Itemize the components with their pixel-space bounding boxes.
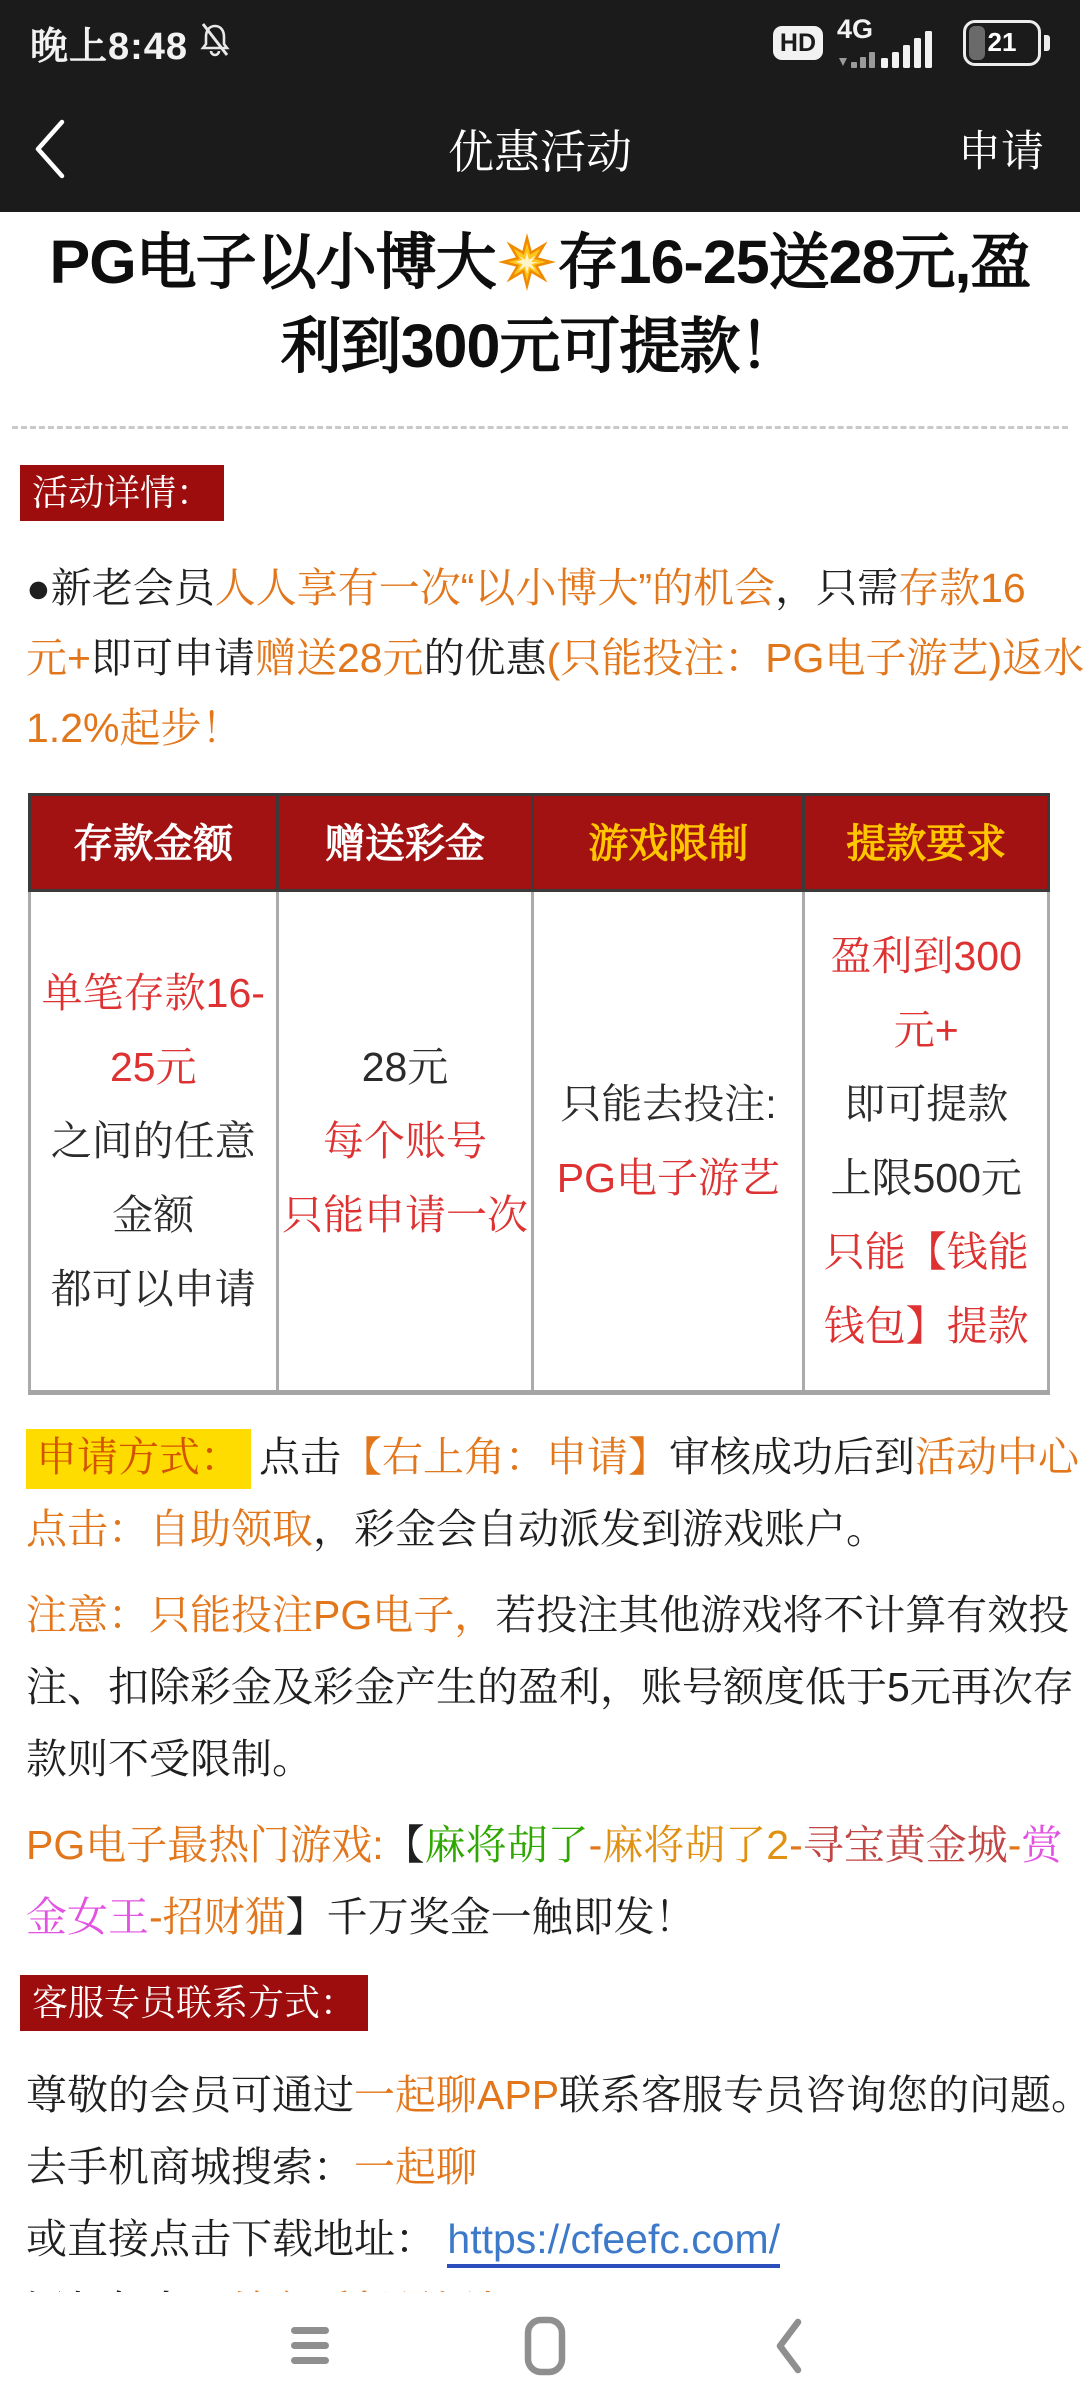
table-header-cell: 游戏限制 — [533, 795, 804, 891]
text-segment: 】千万奖金一触即发！ — [285, 1894, 696, 1940]
text-segment: 一起聊APP — [354, 2072, 560, 2118]
text-segment: 尊敬的会员可通过 — [26, 2072, 354, 2118]
text-segment: - — [588, 1822, 603, 1868]
text-segment: - — [1007, 1822, 1022, 1868]
text-segment: ，彩金会自动派发到游戏账户。 — [313, 1506, 887, 1552]
table-cell-line: 只能申请一次 — [281, 1192, 528, 1238]
table-cell-line: 元+ — [893, 1007, 959, 1053]
signal-bars-icon — [837, 14, 949, 72]
table-cell-line: 之间的任意 — [50, 1118, 256, 1164]
text-segment: 点击 — [259, 1434, 341, 1480]
text-segment: 注、扣除彩金及彩金产生的盈利，账号额度低于5元再次存 — [26, 1664, 1074, 1710]
table-header-cell: 提款要求 — [804, 795, 1049, 891]
text-segment: 存款16 — [898, 565, 1026, 611]
table-cell-line: 25元 — [110, 1044, 197, 1090]
network-type-label: 4G — [837, 13, 874, 44]
text-line — [26, 1493, 1054, 1565]
text-segment: 招财猫 — [162, 1894, 286, 1940]
table-cell-line: 28元 — [361, 1044, 449, 1090]
text-segment: 【 — [383, 1822, 425, 1868]
table-cell — [533, 891, 804, 1393]
table-cell-line: 都可以申请 — [50, 1266, 256, 1312]
table-cell-line: 只能【钱能 — [823, 1229, 1029, 1275]
text-segment: 【右上角：申请】 — [341, 1434, 669, 1480]
table-row — [30, 891, 1049, 1393]
table-cell — [804, 891, 1049, 1393]
battery-icon — [963, 20, 1050, 66]
promo-table — [28, 793, 1050, 1395]
text-segment: 活动中心 — [915, 1434, 1079, 1480]
promo-title-line: PG电子以小博大 存16-25送28元,盈 — [50, 228, 1031, 296]
text-line — [26, 1809, 1063, 1881]
table-cell-line: PG电子游艺 — [556, 1155, 781, 1201]
text-segment: 一起聊 — [354, 2144, 477, 2190]
back-icon — [772, 2317, 804, 2375]
menu-icon — [290, 2323, 330, 2369]
text-segment: ●新老会员 — [26, 565, 215, 611]
bottom-nav-bar — [0, 2292, 1080, 2400]
battery-percent-label: 21 — [987, 27, 1017, 57]
hd-badge: HD — [773, 26, 823, 60]
text-segment: (只能投注：PG电子游艺)返水 — [546, 635, 1085, 681]
text-segment: 元+ — [26, 635, 91, 681]
text-line — [26, 553, 1054, 623]
back-nav-button[interactable] — [748, 2292, 828, 2400]
dashed-divider — [12, 426, 1068, 429]
table-header-cell: 存款金额 — [30, 795, 278, 891]
text-segment: 款则不受限制。 — [26, 1736, 313, 1782]
table-cell-line: 只能去投注: — [560, 1081, 777, 1127]
text-line — [26, 693, 1054, 763]
apply-method-paragraph — [26, 1421, 1079, 1565]
text-segment: 注意：只能投注PG电子， — [26, 1592, 496, 1638]
nav-bar — [0, 85, 1080, 212]
table-cell — [277, 891, 533, 1393]
text-segment: 若投注其他游戏将不计算有效投 — [495, 1592, 1070, 1638]
notice-paragraph — [26, 1579, 1074, 1795]
text-line — [26, 623, 1085, 693]
status-bar — [0, 0, 1080, 85]
table-cell — [30, 891, 278, 1393]
customer-service-badge: 客服专员联系方式： — [20, 1975, 368, 2031]
text-segment: 审核成功后到 — [669, 1434, 915, 1480]
table-cell-line: 钱包】提款 — [823, 1303, 1029, 1349]
text-segment: 麻将胡了2 — [602, 1822, 790, 1868]
text-segment: 联系客服专员咨询您的问题。 — [559, 2072, 1092, 2118]
download-link[interactable]: https://cfeefc.com/ — [447, 2216, 780, 2268]
text-line — [26, 1881, 1054, 1953]
text-segment: 人人享有一次“以小博大”的机会 — [214, 565, 776, 611]
table-cell-line: 上限500元 — [830, 1155, 1022, 1201]
text-segment: 麻将胡了 — [424, 1822, 589, 1868]
contact-line — [26, 2203, 1054, 2275]
text-segment: ，只需 — [775, 565, 899, 611]
text-segment: 1.2%起步！ — [26, 705, 243, 751]
promo-title-line: 利到300元可提款！ — [280, 312, 800, 380]
page-title: 优惠活动 — [448, 125, 632, 178]
text-segment: 赠送28元 — [254, 635, 424, 681]
table-cell-line: 金额 — [112, 1192, 195, 1238]
content-area[interactable] — [0, 212, 1092, 2292]
text-line — [26, 1651, 1074, 1723]
table-header-cell: 赠送彩金 — [277, 795, 533, 891]
mute-bell-icon — [198, 21, 232, 64]
table-cell-line: 即可提款 — [844, 1081, 1009, 1127]
text-segment: - — [789, 1822, 803, 1868]
text-segment: 去手机商城搜索： — [26, 2144, 354, 2190]
text-segment: - — [149, 1894, 163, 1940]
text-line — [26, 1723, 1054, 1795]
text-segment: 的优惠 — [423, 635, 547, 681]
table-cell-line: 单笔存款16- — [41, 970, 265, 1016]
text-segment: PG电子最热门游戏: — [26, 1822, 384, 1868]
apply-method-highlight-label: 申请方式： — [26, 1429, 251, 1489]
contact-line — [26, 2059, 1092, 2131]
text-line — [26, 1579, 1070, 1651]
home-button[interactable] — [505, 2292, 585, 2400]
text-segment: 即可申请 — [90, 635, 255, 681]
text-segment: 或直接点击下载地址： — [26, 2216, 436, 2262]
table-cell-line: 盈利到300 — [830, 933, 1022, 979]
text-line — [26, 1421, 1079, 1493]
explosion-icon — [498, 232, 556, 308]
home-icon — [524, 2316, 566, 2376]
intro-paragraph — [26, 553, 1085, 763]
recents-button[interactable] — [270, 2292, 350, 2400]
details-badge: 活动详情： — [20, 465, 224, 521]
apply-button[interactable]: 申请 — [958, 128, 1044, 176]
clock-label: 晚上8:48 — [30, 26, 189, 68]
table-cell-line: 每个账号 — [322, 1118, 487, 1164]
contact-line — [26, 2131, 1054, 2203]
hot-games-paragraph — [26, 1809, 1063, 1953]
promo-title — [0, 212, 1080, 384]
battery-fill — [969, 26, 985, 60]
text-segment: 金女王 — [26, 1894, 149, 1940]
text-segment: 点击：自助领取 — [26, 1506, 313, 1552]
text-segment: 赏 — [1021, 1822, 1063, 1868]
text-segment: 寻宝黄金城 — [802, 1822, 1008, 1868]
